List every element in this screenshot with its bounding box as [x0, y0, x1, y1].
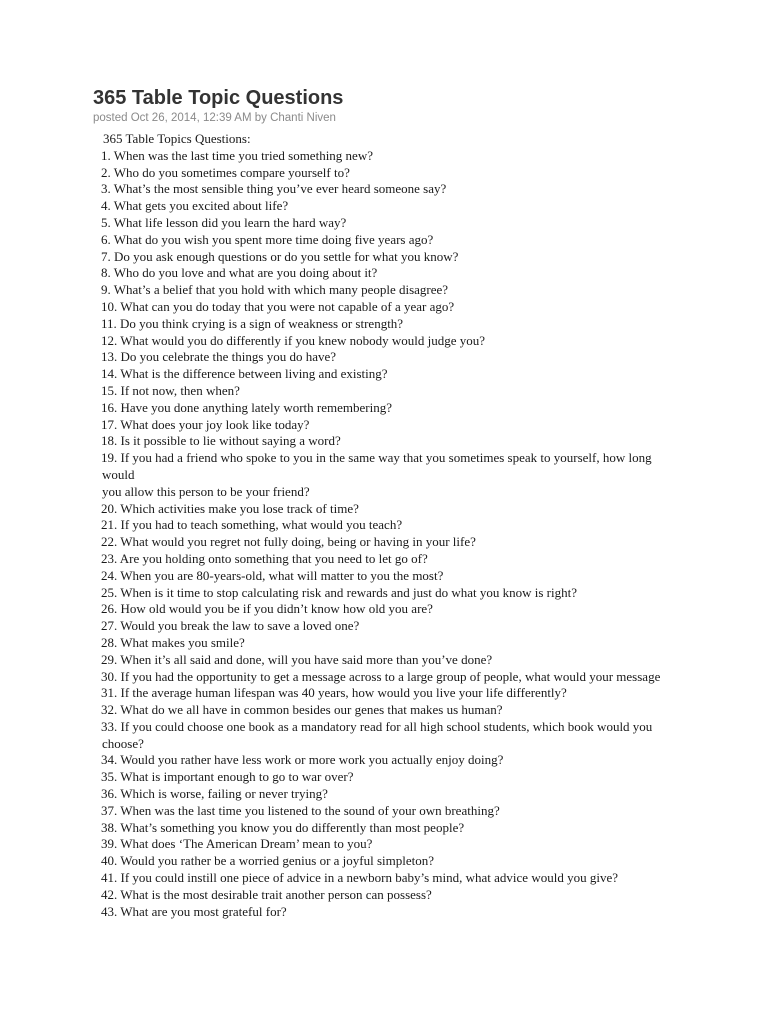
question-line: 32. What do we all have in common besides our genes that makes us human? [101, 702, 503, 718]
question-line: 12. What would you do differently if you knew nobody would judge you? [101, 332, 486, 348]
question-line: 29. When it’s all said and done, will you have said more than you’ve done? [101, 651, 493, 667]
question-line: 43. What are you most grateful for? [101, 903, 287, 919]
question-line: 16. Have you done anything lately worth remembering? [101, 399, 392, 415]
question-line: 22. What would you regret not fully doing, being or having in your life? [101, 534, 476, 550]
question-line: 27. Would you break the law to save a loved one? [101, 618, 360, 634]
question-line: 35. What is important enough to go to war over? [101, 769, 354, 785]
question-continuation: you allow this person to be your friend? [102, 483, 310, 499]
question-line: 31. If the average human lifespan was 40 years, how would you live your life differently? [101, 685, 567, 701]
question-line: 21. If you had to teach something, what would you teach? [101, 517, 403, 533]
question-line: 14. What is the difference between living and existing? [101, 366, 388, 382]
question-line: 26. How old would you be if you didn’t know how old you are? [101, 601, 433, 617]
post-meta: posted Oct 26, 2014, 12:39 AM by Chanti Niven [93, 112, 336, 124]
question-continuation: would [102, 466, 135, 482]
question-line: 6. What do you wish you spent more time doing five years ago? [101, 231, 434, 247]
question-line: 13. Do you celebrate the things you do have? [101, 349, 337, 365]
question-line: 39. What does ‘The American Dream’ mean to you? [101, 836, 373, 852]
question-line: 38. What’s something you know you do differently than most people? [101, 819, 465, 835]
question-continuation: choose? [102, 735, 144, 751]
question-line: 15. If not now, then when? [101, 382, 240, 398]
question-line: 17. What does your joy look like today? [101, 416, 310, 432]
question-line: 3. What’s the most sensible thing you’ve ever heard someone say? [101, 181, 447, 197]
question-line: 41. If you could instill one piece of advice in a newborn baby’s mind, what advice would you give? [101, 870, 618, 886]
question-line: 37. When was the last time you listened to the sound of your own breathing? [101, 802, 500, 818]
question-line: 42. What is the most desirable trait another person can possess? [101, 886, 432, 902]
question-line: 33. If you could choose one book as a mandatory read for all high school students, which book would you [101, 718, 653, 734]
list-heading: 365 Table Topics Questions: [103, 131, 251, 146]
question-line: 36. Which is worse, failing or never trying? [101, 786, 328, 802]
question-line: 5. What life lesson did you learn the hard way? [101, 214, 347, 230]
question-line: 8. Who do you love and what are you doing about it? [101, 265, 378, 281]
document-header [93, 86, 753, 125]
question-line: 9. What’s a belief that you hold with which many people disagree? [101, 282, 449, 298]
question-line: 28. What makes you smile? [101, 634, 245, 650]
question-line: 25. When is it time to stop calculating risk and rewards and just do what you know is right? [101, 584, 577, 600]
question-line: 23. Are you holding onto something that you need to let go of? [101, 550, 428, 566]
document-body [0, 131, 768, 920]
question-line: 2. Who do you sometimes compare yourself to? [101, 164, 350, 180]
question-line: 10. What can you do today that you were not capable of a year ago? [101, 298, 455, 314]
question-line: 20. Which activities make you lose track of time? [101, 500, 359, 516]
question-line: 11. Do you think crying is a sign of weakness or strength? [101, 315, 404, 331]
question-line: 24. When you are 80-years-old, what will matter to you the most? [101, 567, 444, 583]
question-line: 7. Do you ask enough questions or do you settle for what you know? [101, 248, 459, 264]
question-line: 34. Would you rather have less work or more work you actually enjoy doing? [101, 752, 504, 768]
question-line: 30. If you had the opportunity to get a message across to a large group of people, what would your message [101, 668, 661, 684]
question-line: 1. When was the last time you tried something new? [101, 147, 373, 163]
page-title: 365 Table Topic Questions [93, 87, 344, 109]
question-line: 40. Would you rather be a worried genius or a joyful simpleton? [101, 853, 435, 869]
question-line: 19. If you had a friend who spoke to you in the same way that you sometimes speak to yourself, how long [101, 450, 652, 466]
question-line: 4. What gets you excited about life? [101, 198, 289, 214]
question-line: 18. Is it possible to lie without saying a word? [101, 433, 341, 449]
